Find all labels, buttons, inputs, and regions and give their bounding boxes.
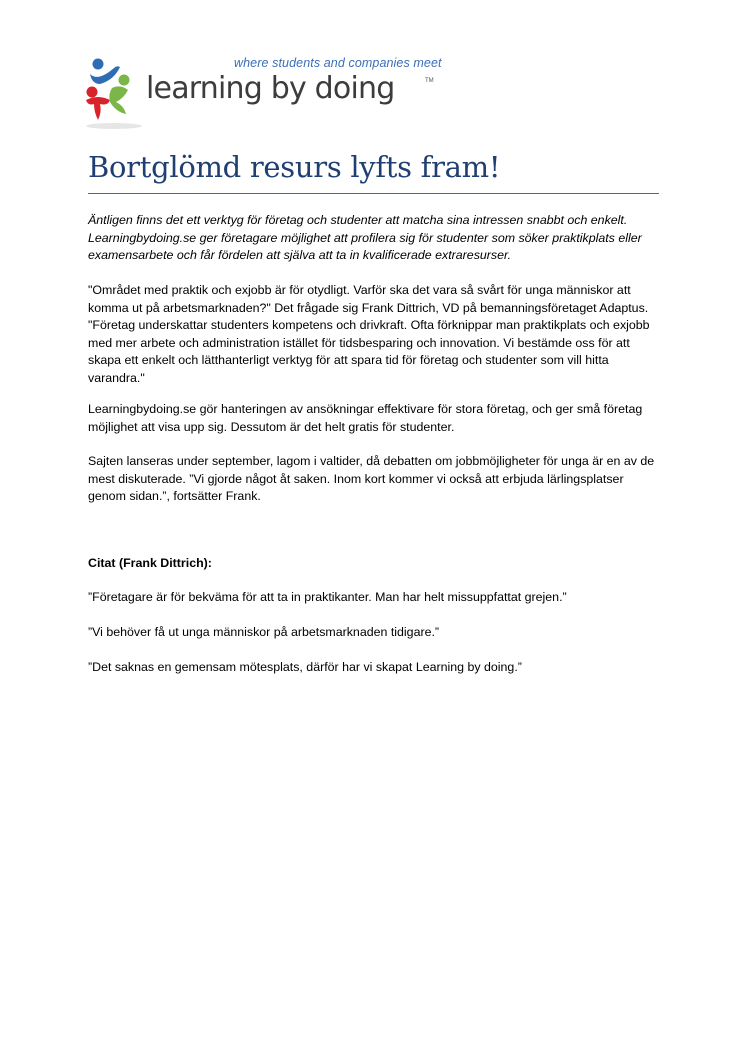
body-paragraph: "Området med praktik och exjobb är för otydligt. Varför ska det vara så svårt för unga människor att komma ut på arbetsmarknaden?" Det frågade sig Frank Dittrich, VD på bemanningsföretaget Adaptus. "Företag underskattar studenters kompetens och drivkraft. Ofta förknippar man praktikplats och exjobb med mer arbete och administration istället för tidsbesparing och innovation. Vi bestämde oss för att skapa ett enkelt och lätthanterligt verktyg för att spara tid för företag och studenter som vill hitta varandra." (88, 283, 650, 385)
title-divider (88, 193, 659, 194)
logo-tagline: where students and companies meet (234, 56, 442, 70)
people-figures-icon (84, 54, 154, 134)
quote: ”Det saknas en gemensam mötesplats, därför har vi skapat Learning by doing.” (88, 660, 522, 674)
body-paragraph: Sajten lanseras under september, lagom i valtider, då debatten om jobbmöjligheter för unga är en av de mest diskuterade. ”Vi gjorde något åt saken. Inom kort kommer vi också att erbjuda lärlingsplatser genom sidan.”, fortsätter Frank. (88, 454, 655, 503)
quotes-heading: Citat (Frank Dittrich): (88, 556, 212, 570)
page-title: Bortglömd resurs lyfts fram! (88, 150, 501, 184)
quote: ”Vi behöver få ut unga människor på arbetsmarknaden tidigare.” (88, 625, 440, 639)
logo (84, 54, 444, 134)
logo-wordmark: learning by doing (146, 71, 395, 106)
trademark-symbol: TM (425, 78, 434, 84)
intro-paragraph: Äntligen finns det ett verktyg för företag och studenter att matcha sina intressen snabbt och enkelt. Learningbydoing.se ger företagare möjlighet att profilera sig för studenter som söker praktikplats eller examensarbete och får fördelen att själva att ta in kvalificerade extraresurser. (88, 213, 642, 262)
body-paragraph: Learningbydoing.se gör hanteringen av ansökningar effektivare för stora företag, och ger små företag möjlighet att visa upp sig. Dessutom är det helt gratis för studenter. (88, 402, 643, 434)
quote: ”Företagare är för bekväma för att ta in praktikanter. Man har helt missuppfattat grejen.” (88, 590, 567, 604)
